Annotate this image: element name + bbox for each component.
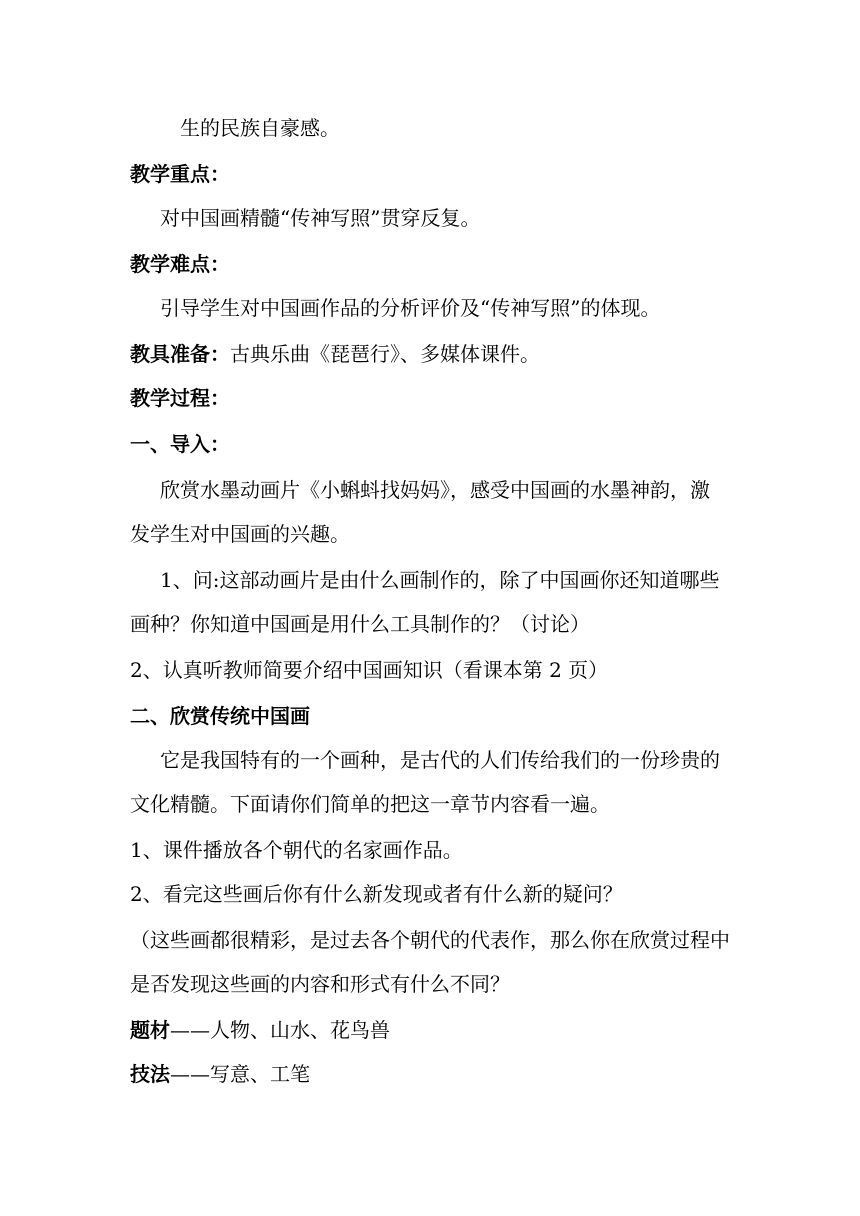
subject-line <box>130 1016 390 1044</box>
paragraph-line: 对中国画精髓“传神写照”贯穿反复。 <box>160 206 481 230</box>
paragraph-line: 发学生对中国画的兴趣。 <box>130 522 350 546</box>
paragraph-line: 文化精髓。下面请你们简单的把这一章节内容看一遍。 <box>130 792 610 816</box>
section-heading-process: 教学过程： <box>130 386 230 410</box>
technique-line <box>130 1060 310 1088</box>
section-heading-key-points: 教学重点： <box>130 162 230 186</box>
paragraph-line: 是否发现这些画的内容和形式有什么不同？ <box>130 972 510 996</box>
paragraph-line: 1、课件播放各个朝代的名家画作品。 <box>130 838 463 862</box>
teaching-aids-line <box>130 340 540 368</box>
paragraph-line: 2、认真听教师简要介绍中国画知识（看课本第 2 页） <box>130 658 609 682</box>
paragraph-line: 画种？你知道中国画是用什么工具制作的？（讨论） <box>130 612 590 636</box>
technique-label: 技法 <box>130 1062 170 1086</box>
paragraph-line: 它是我国特有的一个画种，是古代的人们传给我们的一份珍贵的 <box>160 748 720 772</box>
paragraph-line: 引导学生对中国画作品的分析评价及“传神写照”的体现。 <box>160 296 661 320</box>
teaching-aids-label: 教具准备： <box>130 342 230 366</box>
subject-text: ——人物、山水、花鸟兽 <box>170 1018 390 1042</box>
teaching-aids-text: 古典乐曲《琵琶行》、多媒体课件。 <box>230 342 540 366</box>
paragraph-line: 欣赏水墨动画片《小蝌蚪找妈妈》，感受中国画的水墨神韵，激 <box>160 478 710 502</box>
section-heading-appreciation: 二、欣赏传统中国画 <box>130 704 310 728</box>
paragraph-line: 1、问:这部动画片是由什么画制作的，除了中国画你还知道哪些 <box>160 568 720 592</box>
section-heading-difficulties: 教学难点： <box>130 252 230 276</box>
paragraph-line: 生的民族自豪感。 <box>180 116 340 140</box>
section-heading-introduction: 一、导入： <box>130 432 230 456</box>
paragraph-line: 2、看完这些画后你有什么新发现或者有什么新的疑问？ <box>130 882 623 906</box>
technique-text: ——写意、工笔 <box>170 1062 310 1086</box>
paragraph-line: （这些画都很精彩，是过去各个朝代的代表作，那么你在欣赏过程中 <box>130 928 730 952</box>
subject-label: 题材 <box>130 1018 170 1042</box>
